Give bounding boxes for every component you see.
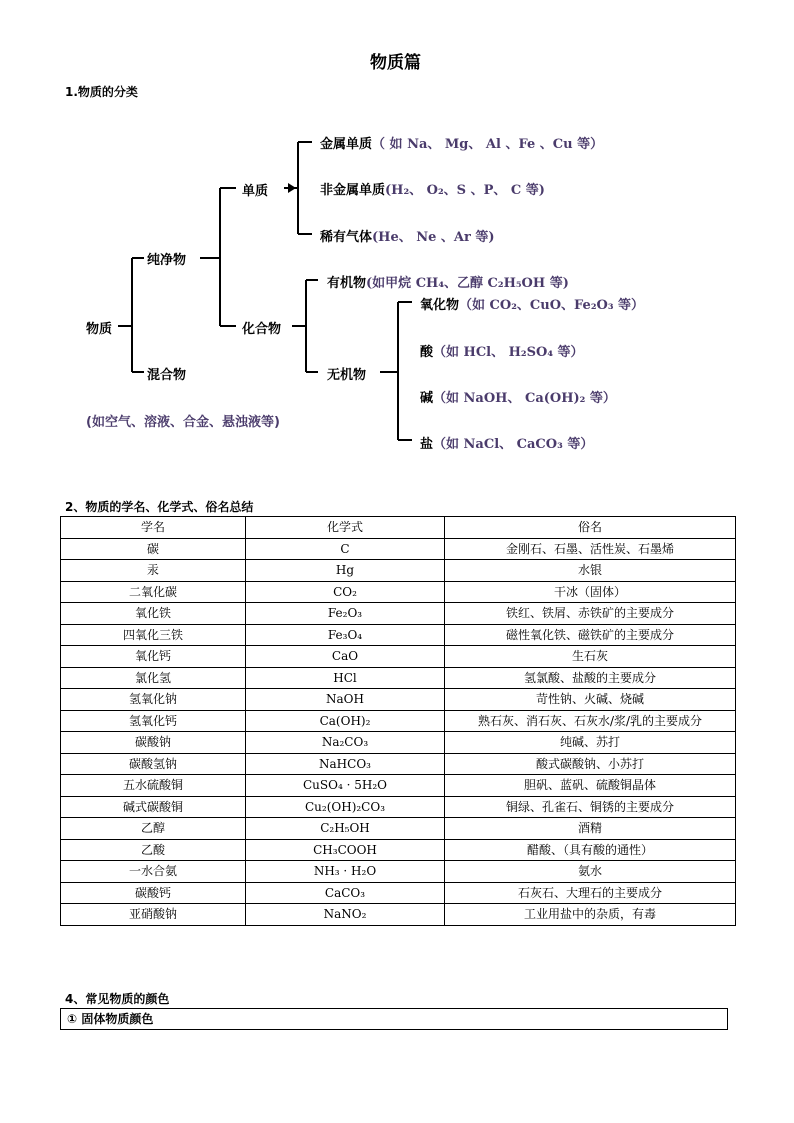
node-base-row — [420, 387, 616, 406]
table-row — [61, 753, 736, 775]
cell-formula: NH₃ · H₂O — [246, 861, 445, 883]
cell-name: 亚硝酸钠 — [61, 904, 246, 926]
cell-name: 氧化铁 — [61, 603, 246, 625]
cell-common-name: 石灰石、大理石的主要成分 — [445, 882, 736, 904]
table-row — [61, 667, 736, 689]
cell-formula: Ca(OH)₂ — [246, 710, 445, 732]
table-row — [61, 689, 736, 711]
cell-common-name: 氢氯酸、盐酸的主要成分 — [445, 667, 736, 689]
table-row — [61, 882, 736, 904]
cell-formula: CuSO₄ · 5H₂O — [246, 775, 445, 797]
table-row — [61, 732, 736, 754]
node-mixture-examples: (如空气、溶液、合金、悬浊液等) — [86, 415, 280, 430]
node-metal-row — [320, 133, 603, 152]
table-header-row — [61, 517, 736, 539]
solid-colors-label: ① 固体物质颜色 — [67, 1012, 154, 1026]
cell-common-name: 氨水 — [445, 861, 736, 883]
node-nonmetal-row — [320, 179, 545, 198]
table-row — [61, 538, 736, 560]
node-metal-examples: （ 如 Na、 Mg、 Al 、Fe 、Cu 等） — [372, 137, 604, 152]
cell-common-name: 生石灰 — [445, 646, 736, 668]
section-1-heading: 1.物质的分类 — [65, 85, 138, 99]
cell-name: 五水硫酸铜 — [61, 775, 246, 797]
cell-common-name: 醋酸、（具有酸的通性） — [445, 839, 736, 861]
cell-common-name: 酒精 — [445, 818, 736, 840]
cell-formula: C — [246, 538, 445, 560]
cell-formula: HCl — [246, 667, 445, 689]
table-row — [61, 581, 736, 603]
cell-name: 碳酸氢钠 — [61, 753, 246, 775]
table-row — [61, 775, 736, 797]
node-pure-substance: 纯净物 — [147, 253, 187, 268]
cell-formula: Cu₂(OH)₂CO₃ — [246, 796, 445, 818]
node-salt: 盐 — [420, 437, 434, 452]
cell-formula: CO₂ — [246, 581, 445, 603]
cell-common-name: 酸式碳酸钠、小苏打 — [445, 753, 736, 775]
cell-name: 碳酸钠 — [61, 732, 246, 754]
cell-common-name: 金刚石、石墨、活性炭、石墨烯 — [445, 538, 736, 560]
node-organic-row — [327, 272, 569, 291]
names-table — [60, 516, 736, 926]
node-oxide-row — [420, 294, 644, 313]
cell-name: 一水合氨 — [61, 861, 246, 883]
cell-name: 乙醇 — [61, 818, 246, 840]
cell-formula: CaO — [246, 646, 445, 668]
node-metal: 金属单质 — [320, 137, 373, 152]
table-row — [61, 710, 736, 732]
table-row — [61, 904, 736, 926]
cell-name: 氯化氢 — [61, 667, 246, 689]
cell-name: 氢氧化钙 — [61, 710, 246, 732]
node-salt-examples: （如 NaCl、 CaCO₃ 等） — [433, 437, 594, 452]
page-title: 物质篇 — [370, 53, 421, 73]
table-row — [61, 796, 736, 818]
node-mixture: 混合物 — [147, 368, 187, 383]
cell-formula: C₂H₅OH — [246, 818, 445, 840]
table-row — [61, 646, 736, 668]
node-element: 单质 — [242, 184, 269, 199]
cell-name: 四氧化三铁 — [61, 624, 246, 646]
node-oxide-examples: （如 CO₂、CuO、Fe₂O₃ 等） — [459, 298, 645, 313]
cell-formula: Fe₂O₃ — [246, 603, 445, 625]
cell-name: 汞 — [61, 560, 246, 582]
node-base: 碱 — [420, 391, 434, 406]
node-noble-gas-row — [320, 226, 495, 245]
cell-formula: CaCO₃ — [246, 882, 445, 904]
cell-formula: NaNO₂ — [246, 904, 445, 926]
cell-name: 碳酸钙 — [61, 882, 246, 904]
cell-formula: Fe₃O₄ — [246, 624, 445, 646]
table-row — [61, 861, 736, 883]
cell-name: 碱式碳酸铜 — [61, 796, 246, 818]
node-inorganic: 无机物 — [327, 368, 367, 383]
cell-formula: CH₃COOH — [246, 839, 445, 861]
table-row — [61, 560, 736, 582]
cell-common-name: 铜绿、孔雀石、铜锈的主要成分 — [445, 796, 736, 818]
cell-name: 氢氧化钠 — [61, 689, 246, 711]
node-organic-examples: (如甲烷 CH₄、乙醇 C₂H₅OH 等) — [366, 276, 569, 291]
node-compound: 化合物 — [242, 322, 282, 337]
cell-formula: NaHCO₃ — [246, 753, 445, 775]
node-nonmetal-examples: (H₂、 O₂、S 、P、 C 等) — [385, 183, 545, 198]
cell-name: 乙酸 — [61, 839, 246, 861]
cell-common-name: 工业用盐中的杂质，有毒 — [445, 904, 736, 926]
cell-name: 氧化钙 — [61, 646, 246, 668]
cell-name: 碳 — [61, 538, 246, 560]
node-base-examples: （如 NaOH、 Ca(OH)₂ 等） — [433, 391, 616, 406]
node-noble-gas: 稀有气体 — [320, 230, 373, 245]
cell-common-name: 干冰（固体） — [445, 581, 736, 603]
table-row — [61, 839, 736, 861]
cell-common-name: 胆矾、蓝矾、硫酸铜晶体 — [445, 775, 736, 797]
cell-common-name: 磁性氧化铁、磁铁矿的主要成分 — [445, 624, 736, 646]
cell-formula: Na₂CO₃ — [246, 732, 445, 754]
section-4-heading: 4、常见物质的颜色 — [65, 992, 170, 1006]
node-nonmetal: 非金属单质 — [320, 183, 386, 198]
cell-common-name: 纯碱、苏打 — [445, 732, 736, 754]
cell-common-name: 水银 — [445, 560, 736, 582]
node-acid-row — [420, 341, 584, 360]
table-row — [61, 603, 736, 625]
column-header: 化学式 — [246, 517, 445, 539]
node-oxide: 氧化物 — [420, 298, 460, 313]
node-organic: 有机物 — [327, 276, 367, 291]
section-2-heading: 2、物质的学名、化学式、俗名总结 — [65, 500, 254, 514]
column-header: 学名 — [61, 517, 246, 539]
cell-common-name: 苛性钠、火碱、烧碱 — [445, 689, 736, 711]
solid-colors-box — [60, 1008, 728, 1030]
node-acid-examples: （如 HCl、 H₂SO₄ 等） — [433, 345, 584, 360]
cell-name: 二氧化碳 — [61, 581, 246, 603]
column-header: 俗名 — [445, 517, 736, 539]
cell-formula: Hg — [246, 560, 445, 582]
cell-formula: NaOH — [246, 689, 445, 711]
cell-common-name: 铁红、铁屑、赤铁矿的主要成分 — [445, 603, 736, 625]
node-matter: 物质 — [86, 322, 113, 337]
cell-common-name: 熟石灰、消石灰、石灰水/浆/乳的主要成分 — [445, 710, 736, 732]
table-row — [61, 818, 736, 840]
table-row — [61, 624, 736, 646]
node-noble-gas-examples: (He、 Ne 、Ar 等) — [372, 230, 495, 245]
node-salt-row — [420, 433, 593, 452]
node-acid: 酸 — [420, 345, 434, 360]
